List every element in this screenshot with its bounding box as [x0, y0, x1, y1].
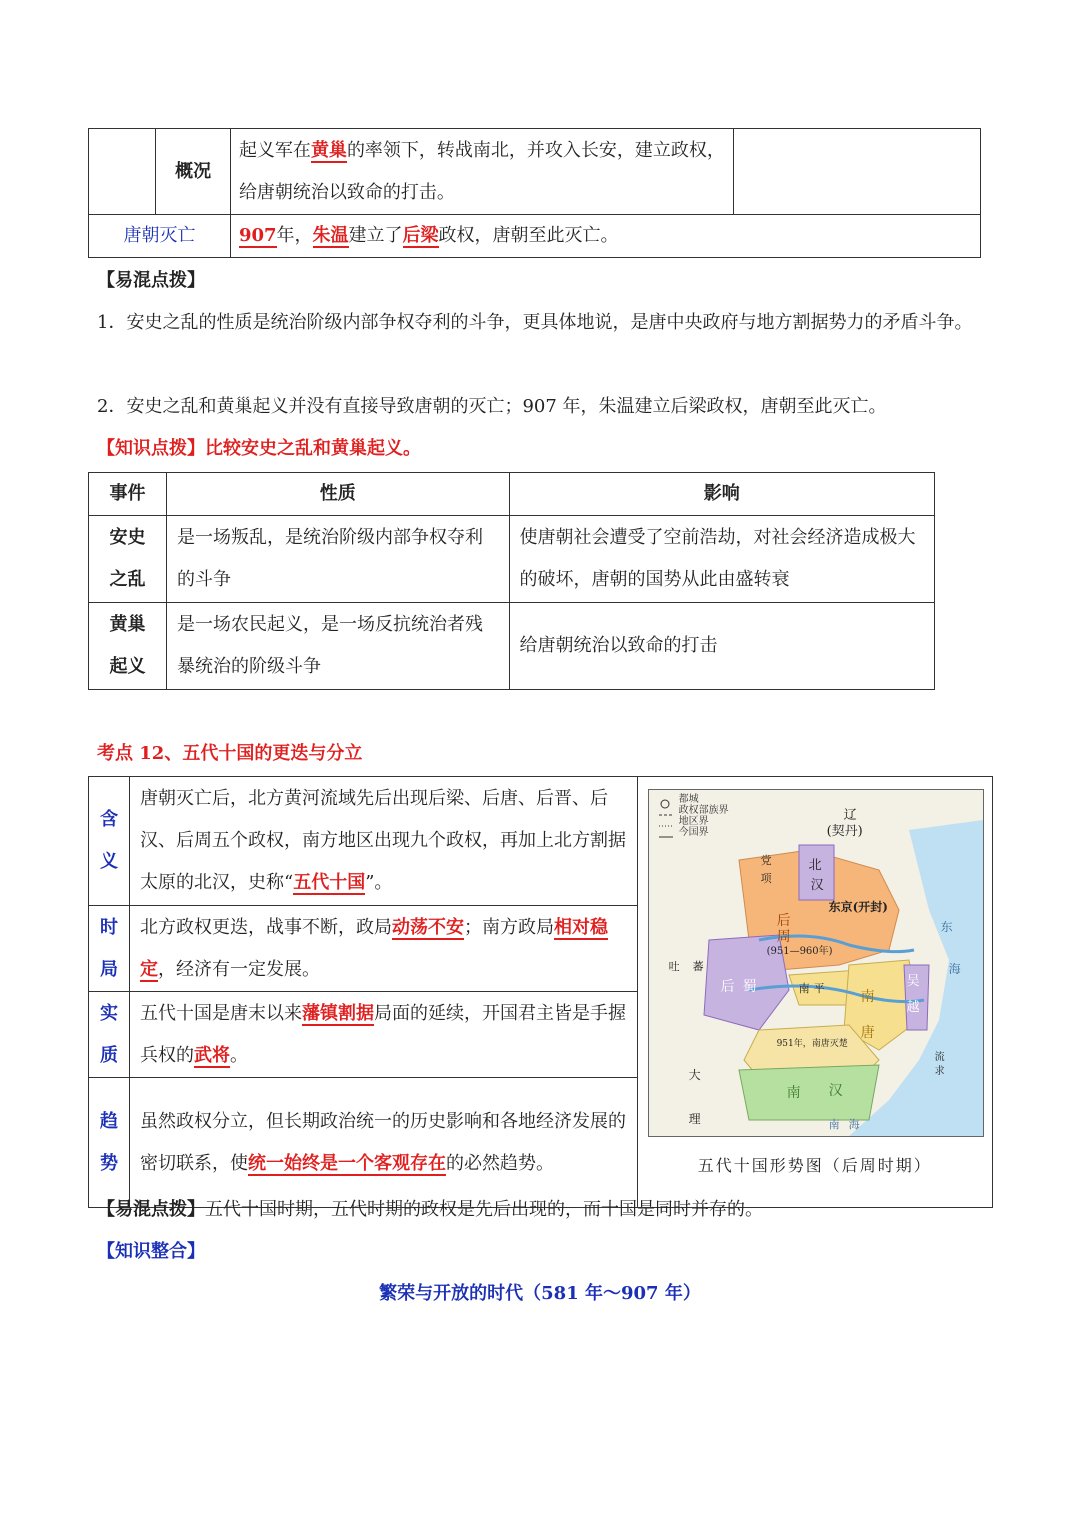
map-label: 南 — [860, 989, 875, 1005]
section-title: 考点 12、五代十国的更迭与分立 — [97, 743, 363, 764]
row-label: 时局 — [89, 906, 130, 992]
row-content: 907年，朱温建立了后梁政权，唐朝至此灭亡。 — [230, 215, 980, 258]
map-label: 越 — [906, 1000, 920, 1015]
map-label: 汉 — [810, 878, 824, 893]
map-cell — [637, 777, 992, 1208]
map-label: 理 — [688, 1112, 701, 1126]
highlight: 黄巢 — [310, 139, 347, 161]
map-legend-text: 都城 政权部族界 地区界 今国界 — [678, 794, 729, 838]
row-label: 唐朝灭亡 — [89, 215, 231, 258]
header-cell: 事件 — [89, 473, 167, 516]
map-label: 951年，南唐灭楚 — [776, 1039, 848, 1049]
empty-cell — [89, 129, 156, 215]
nature-cell: 是一场叛乱，是统治阶级内部争权夺利的斗争 — [166, 516, 509, 603]
map-label: 吴 — [906, 974, 920, 989]
knowledge-heading: 【知识点拨】比较安史之乱和黄巢起义。 — [97, 438, 421, 459]
map-label: 东 — [940, 920, 953, 934]
row-label: 概况 — [156, 129, 231, 215]
southern-han-region — [739, 1065, 879, 1120]
map-label: 辽 — [843, 808, 857, 823]
map-label: 周 — [776, 929, 791, 945]
tip-line: 【易混点拨】五代十国时期，五代时期的政权是先后出现的，而十国是同时并存的。 — [97, 1199, 763, 1220]
row-content: 虽然政权分立，但长期政治统一的历史影响和各地经济发展的密切联系，使统一始终是一个客观存在的必然趋势。 — [130, 1078, 638, 1208]
row-content: 唐朝灭亡后，北方黄河流域先后出现后梁、后唐、后晋、后汉、后周五个政权，南方地区出现九个政权，再加上北方割据太原的北汉，史称“五代十国”。 — [130, 777, 638, 906]
impact-cell: 使唐朝社会遭受了空前浩劫，对社会经济造成极大的破坏，唐朝的国势从此由盛转衰 — [509, 516, 934, 603]
row-label: 含义 — [89, 777, 130, 906]
map-label: 吐 — [668, 960, 680, 973]
row-label: 实质 — [89, 992, 130, 1078]
map-label: 蕃 — [692, 960, 704, 973]
map-image — [648, 789, 984, 1137]
map-label: 海 — [948, 962, 961, 976]
top-table — [88, 128, 981, 258]
map-label: 大 — [688, 1068, 701, 1082]
event-cell: 黄巢起义 — [89, 603, 167, 690]
header-cell: 影响 — [509, 473, 934, 516]
map-label: 党 — [760, 854, 772, 867]
map-label: 汉 — [828, 1083, 843, 1099]
map-label: 后 — [776, 913, 791, 929]
map-label: 平 — [813, 982, 825, 995]
header-cell: 性质 — [166, 473, 509, 516]
map-label: 南 — [786, 1085, 801, 1101]
map-label: 海 — [848, 1118, 860, 1131]
row-content: 五代十国是唐末以来藩镇割据局面的延续，开国君主皆是手握兵权的武将。 — [130, 992, 638, 1078]
map-label: 后 — [720, 979, 735, 995]
section-table — [88, 776, 993, 1208]
tip-heading: 【易混点拨】 — [97, 270, 205, 291]
tip-paragraph: 2．安史之乱和黄巢起义并没有直接导致唐朝的灭亡；907 年，朱温建立后梁政权，唐朝至此灭亡。 — [97, 396, 887, 417]
row-content: 北方政权更迭，战事不断，政局动荡不安；南方政局相对稳定，经济有一定发展。 — [130, 906, 638, 992]
map-label: 求 — [934, 1066, 945, 1077]
map-label: 蜀 — [742, 979, 757, 995]
map-label: 流 — [934, 1052, 945, 1063]
integration-heading: 【知识整合】 — [97, 1241, 205, 1262]
comparison-table — [88, 472, 935, 690]
event-cell: 安史之乱 — [89, 516, 167, 603]
map-label: 唐 — [860, 1025, 875, 1041]
integration-subtitle: 繁荣与开放的时代（581 年～907 年） — [379, 1283, 701, 1304]
map-label: (契丹) — [826, 824, 863, 839]
map-label: (951—960年) — [766, 946, 833, 957]
row-content: 起义军在黄巢的率领下，转战南北，并攻入长安，建立政权，给唐朝统治以致命的打击。 — [230, 129, 733, 215]
nature-cell: 是一场农民起义，是一场反抗统治者残暴统治的阶级斗争 — [166, 603, 509, 690]
map-caption: 五代十国形势图（后周时期） — [697, 1156, 932, 1175]
map-label: 南 — [798, 982, 810, 995]
empty-cell — [734, 129, 981, 215]
row-label: 趋势 — [89, 1078, 130, 1208]
map-label: 南 — [828, 1118, 840, 1131]
map-label: 北 — [808, 858, 822, 873]
impact-cell: 给唐朝统治以致命的打击 — [509, 603, 934, 690]
map-label: 东京(开封) — [828, 900, 888, 914]
tip-paragraph: 1．安史之乱的性质是统治阶级内部争权夺利的斗争，更具体地说，是唐中央政府与地方割据势力的矛盾斗争。 — [97, 312, 973, 333]
map-label: 项 — [760, 872, 772, 885]
